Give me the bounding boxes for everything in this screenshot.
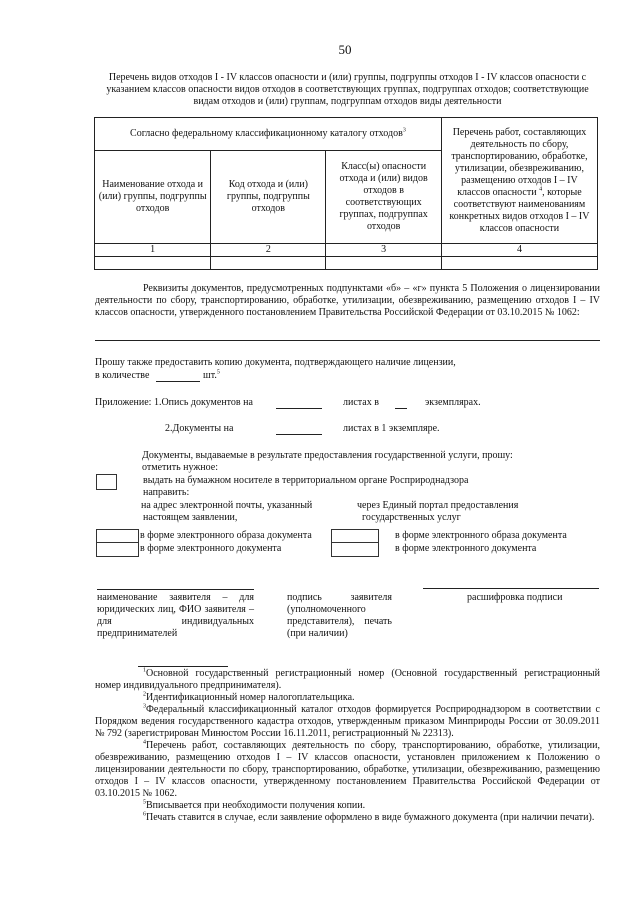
signature-decode-caption: расшифровка подписи: [467, 592, 563, 603]
email-doc-checkbox[interactable]: [96, 542, 139, 557]
col3-header: Класс(ы) опасности отхода и (или) видов отходов в соответствующих группах, подгруппах отходов: [326, 151, 442, 244]
appendix-2-end: листах в 1 экземпляре.: [343, 423, 440, 434]
copy-unit: шт.$^5$: [203, 369, 220, 381]
paper-option-label: выдать на бумажном носителе в территориальном органе Росприроднадзора: [143, 475, 469, 486]
signature-caption: подпись заявителя (уполномоченного представителя), печать (при наличии): [287, 592, 392, 639]
requisites-input-line[interactable]: [95, 340, 600, 341]
footnotes: [95, 668, 600, 824]
col-number: 3: [326, 244, 442, 257]
portal-doc-label: в форме электронного документа: [395, 543, 537, 554]
portal-option-label: через Единый портал предоставления: [357, 500, 519, 511]
portal-option-label-2: государственных услуг: [362, 512, 461, 523]
paper-checkbox[interactable]: [96, 474, 117, 490]
footnote: $^5$Вписывается при необходимости получения копии.: [143, 799, 366, 811]
table-row[interactable]: [95, 257, 598, 270]
col4-header: Перечень работ, составляющих деятельность по сбору, транспортированию, обработке, утилизации, обезвреживанию, размещению отходов I – IV классов опасности $^4$, которые соответствуют наименованиям конкретных видов отходов I – IV классов опасности: [441, 118, 597, 244]
applicant-name-line[interactable]: [97, 589, 254, 590]
footnote: $^3$Федеральный классификационный каталог отходов формируется Росприроднадзором в соответствии с Порядком ведения государственного кадастра отходов, утвержденным приказом Минприроды России от 30.09.2011 № 792 (зарегистрирован Минюстом России 16.11.2011, регистрационный № 22313).: [95, 703, 600, 739]
portal-doc-checkbox[interactable]: [331, 542, 379, 557]
col-number: 4: [441, 244, 597, 257]
copy-request-text: Прошу также предоставить копию документа, подтверждающего наличие лицензии,: [95, 357, 456, 368]
col-number: 1: [95, 244, 211, 257]
applicant-name-caption: наименование заявителя – для юридических лиц, ФИО заявителя – для индивидуальных предпринимателей: [97, 592, 254, 639]
col2-header: Код отхода и (или) группы, подгруппы отходов: [211, 151, 326, 244]
footnote: $^1$Основной государственный регистрационный номер (Основной государственный регистрационный номер индивидуального предпринимателя).: [95, 667, 600, 691]
email-option-label-2: настоящем заявлении,: [143, 512, 238, 523]
appendix-2-label: 2.Документы на: [165, 423, 234, 434]
email-option-label: на адрес электронной почты, указанный: [141, 500, 313, 511]
footnote: $^2$Идентификационный номер налогоплательщика.: [143, 691, 355, 703]
copy-quantity-label: в количестве: [95, 370, 150, 381]
email-doc-label: в форме электронного документа: [140, 543, 282, 554]
appendix-1-mid: листах в: [343, 397, 379, 408]
requisites-text: Реквизиты документов, предусмотренных подпунктами «б» – «г» пункта 5 Положения о лицензировании деятельности по сбору, транспортированию, обработке, утилизации, обезвреживанию, размещению отходов I – IV классов опасности, утвержденного постановлением Правительства Российской Федерации от 03.10.2015 № 1062:: [95, 283, 600, 318]
appendix-1-sheets-field[interactable]: [276, 408, 322, 409]
send-label: направить:: [143, 487, 190, 498]
number-row: [95, 244, 598, 257]
section-title: Перечень видов отходов I - IV классов опасности и (или) группы, подгруппы отходов I - IV классов опасности с указанием классов опасности видов отходов в соответствующих группах, подгруппах отходов; соответствующие видам отходов и (или) группам, подгруппам отходов виды деятельности: [106, 72, 589, 107]
page-number: 50: [338, 42, 352, 57]
appendix-1-label: Приложение: 1.Опись документов на: [95, 397, 253, 408]
col1-header: Наименование отхода и (или) группы, подгруппы отходов: [95, 151, 211, 244]
copy-quantity-field[interactable]: [156, 381, 200, 382]
cell[interactable]: [211, 257, 326, 270]
cell[interactable]: [441, 257, 597, 270]
appendix-2-sheets-field[interactable]: [276, 434, 322, 435]
delivery-intro: Документы, выдаваемые в результате предоставления государственной услуги, прошу:: [142, 450, 513, 461]
footnote: $^6$Печать ставится в случае, если заявление оформлено в виде бумажного документа (при наличии печати).: [143, 811, 595, 823]
email-image-label: в форме электронного образа документа: [140, 530, 312, 541]
appendix-1-copies-field[interactable]: [395, 408, 407, 409]
waste-table: [94, 117, 598, 270]
appendix-1-end: экземплярах.: [425, 397, 481, 408]
footnote: $^4$Перечень работ, составляющих деятельность по сбору, транспортированию, обработке, утилизации, обезвреживанию, размещению отходов I – IV классов опасности, установлен приложением к Положению о лицензировании деятельности по сбору, транспортированию, обработке, утилизации, обезвреживанию, размещению отходов I – IV классов опасности, утвержденному постановлением Правительства Российской Федерации от 03.10.2015 № 1062.: [95, 739, 600, 799]
delivery-mark: отметить нужное:: [142, 462, 218, 473]
footnote-separator: [138, 666, 228, 667]
portal-image-label: в форме электронного образа документа: [395, 530, 567, 541]
cell[interactable]: [95, 257, 211, 270]
signature-decode-line[interactable]: [423, 588, 599, 589]
cell[interactable]: [326, 257, 442, 270]
group-header: Согласно федеральному классификационному каталогу отходов$^3$: [95, 118, 442, 151]
col-number: 2: [211, 244, 326, 257]
